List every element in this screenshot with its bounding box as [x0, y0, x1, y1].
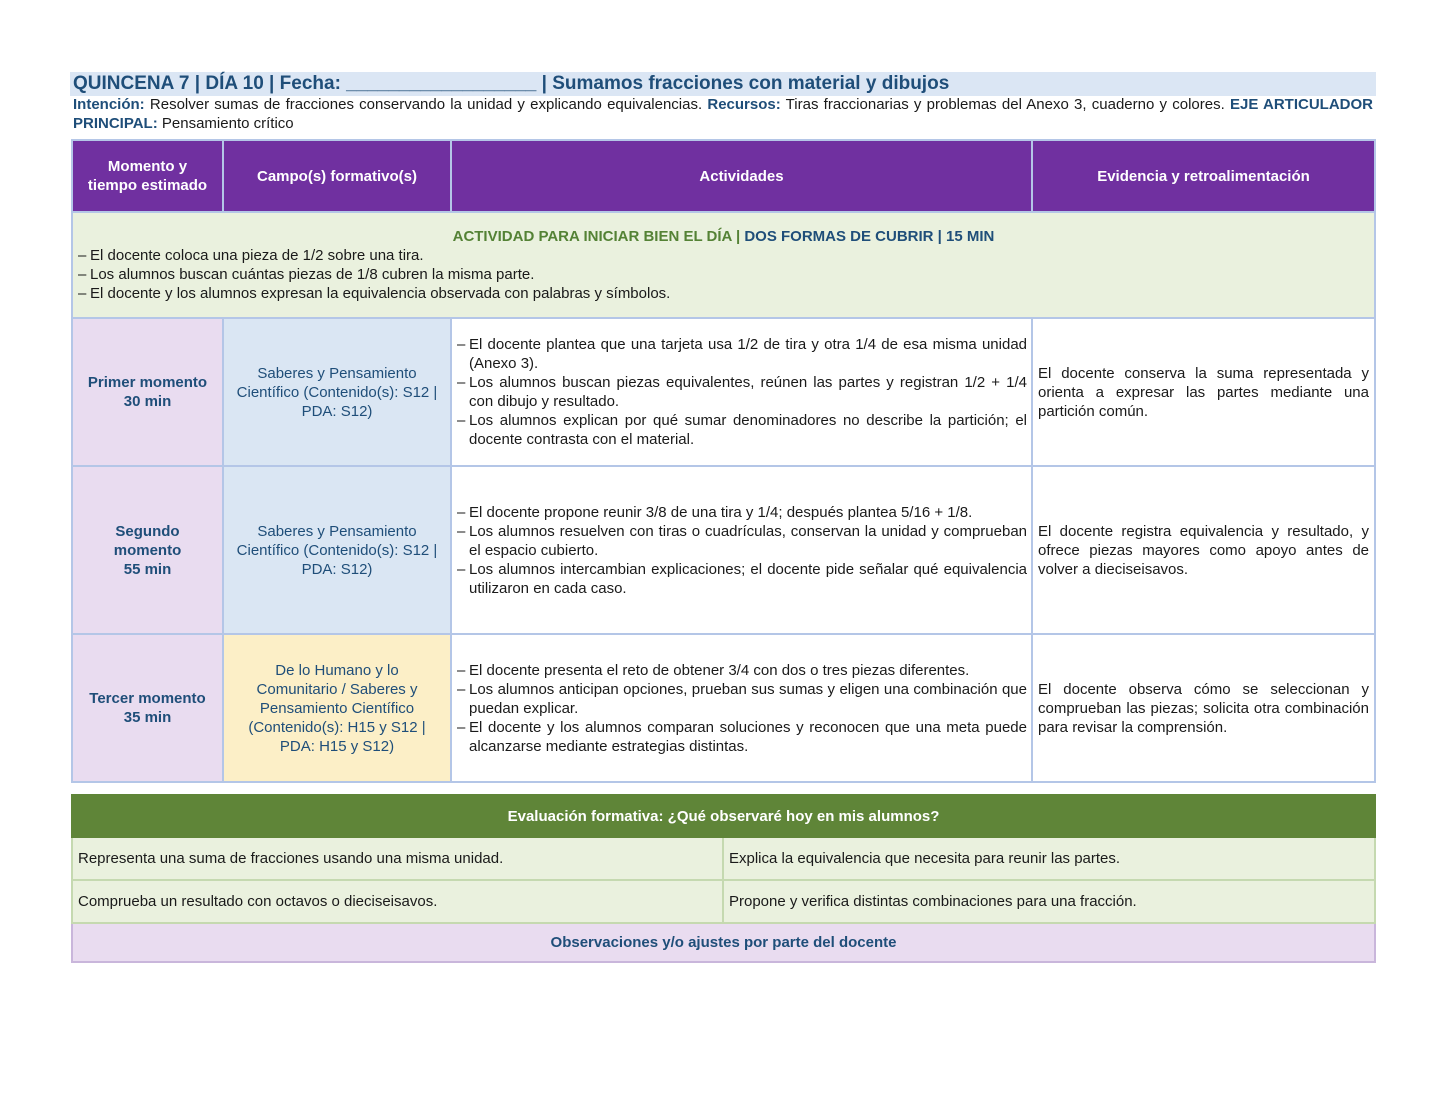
- evaluation-cell: Representa una suma de fracciones usando una misma unidad.: [72, 837, 723, 880]
- evaluation-table: [71, 794, 1376, 963]
- table-row: [72, 837, 1375, 880]
- table-row: [72, 880, 1375, 923]
- list-item: – Los alumnos buscan piezas equivalentes, reúnen las partes y registran 1/2 + 1/4 con dibujo y resultado.: [456, 373, 1027, 411]
- list-item: – El docente plantea que una tarjeta usa 1/2 de tira y otra 1/4 de esa misma unidad (Anexo 3).: [456, 335, 1027, 373]
- list-item: – Los alumnos anticipan opciones, prueban sus sumas y eligen una combinación que puedan explicar.: [456, 680, 1027, 718]
- evaluation-cell: Explica la equivalencia que necesita para reunir las partes.: [723, 837, 1375, 880]
- activities-cell: [451, 466, 1032, 634]
- list-item: – Los alumnos explican por qué sumar denominadores no describe la partición; el docente contrasta con el material.: [456, 411, 1027, 449]
- column-header-activities: Actividades: [451, 140, 1032, 212]
- resources-label: Recursos:: [707, 96, 781, 113]
- moment-cell: [72, 318, 223, 466]
- axis-text: Pensamiento crítico: [157, 115, 294, 132]
- start-activity-row: [72, 212, 1375, 318]
- list-item: – Los alumnos intercambian explicaciones; el docente pide señalar qué equivalencia utilizaron en cada caso.: [456, 560, 1027, 598]
- start-activity-label: ACTIVIDAD PARA INICIAR BIEN EL DÍA |: [452, 228, 745, 245]
- observations-label: Observaciones y/o ajustes por parte del docente: [72, 923, 1375, 962]
- start-activity-cell: [72, 212, 1375, 318]
- moment-time: 55 min: [123, 560, 172, 578]
- evidence-cell: El docente registra equivalencia y resultado, y ofrece piezas mayores como apoyo antes de volver a dieciseisavos.: [1032, 466, 1375, 634]
- planning-table: [71, 139, 1376, 783]
- list-item: – El docente y los alumnos expresan la equivalencia observada con palabras y símbolos.: [77, 284, 1370, 303]
- page-title: QUINCENA 7 | DÍA 10 | Fecha: __________________ | Sumamos fracciones con material y dibujos: [70, 72, 1376, 96]
- resources-text: Tiras fraccionarias y problemas del Anexo 3, cuaderno y colores.: [780, 96, 1230, 113]
- column-header-evidence: Evidencia y retroalimentación: [1032, 140, 1375, 212]
- moment-time: 35 min: [123, 709, 172, 726]
- intent-paragraph: [73, 95, 1373, 133]
- moment-name: Primer momento: [87, 374, 208, 391]
- evaluation-title: Evaluación formativa: ¿Qué observaré hoy en mis alumnos?: [72, 795, 1375, 837]
- activities-cell: [451, 318, 1032, 466]
- table-row: [72, 318, 1375, 466]
- table-header-row: [72, 140, 1375, 212]
- start-activity-name: DOS FORMAS DE CUBRIR | 15 MIN: [744, 228, 995, 245]
- evidence-cell: El docente conserva la suma representada y orienta a expresar las partes mediante una partición común.: [1032, 318, 1375, 466]
- moment-cell: [72, 634, 223, 782]
- moment-time: 30 min: [123, 393, 172, 410]
- moment-name: Tercer momento: [89, 690, 206, 707]
- campo-cell: Saberes y Pensamiento Científico (Contenido(s): S12 | PDA: S12): [223, 318, 451, 466]
- activities-cell: [451, 634, 1032, 782]
- axis-label: EJE ARTICULADOR PRINCIPAL:: [73, 96, 1374, 132]
- list-item: – El docente coloca una pieza de 1/2 sobre una tira.: [77, 246, 1370, 265]
- intent-label: Intención:: [73, 96, 145, 113]
- list-item: – El docente presenta el reto de obtener 3/4 con dos o tres piezas diferentes.: [456, 661, 1027, 680]
- list-item: – El docente propone reunir 3/8 de una tira y 1/4; después plantea 5/16 + 1/8.: [456, 503, 1027, 522]
- evaluation-cell: Propone y verifica distintas combinaciones para una fracción.: [723, 880, 1375, 923]
- list-item: – El docente y los alumnos comparan soluciones y reconocen que una meta puede alcanzarse mediante estrategias distintas.: [456, 718, 1027, 756]
- list-item: – Los alumnos resuelven con tiras o cuadrículas, conservan la unidad y comprueban el espacio cubierto.: [456, 522, 1027, 560]
- observations-row: [72, 923, 1375, 962]
- campo-cell: De lo Humano y lo Comunitario / Saberes y Pensamiento Científico (Contenido(s): H15 y S12 | PDA: H15 y S12): [223, 634, 451, 782]
- intent-text: Resolver sumas de fracciones conservando la unidad y explicando equivalencias.: [144, 96, 708, 113]
- campo-cell: Saberes y Pensamiento Científico (Contenido(s): S12 | PDA: S12): [223, 466, 451, 634]
- table-row: [72, 466, 1375, 634]
- column-header-campo: Campo(s) formativo(s): [223, 140, 451, 212]
- table-row: [72, 634, 1375, 782]
- start-activity-title: [77, 227, 1370, 246]
- evidence-cell: El docente observa cómo se seleccionan y comprueban las piezas; solicita otra combinación para revisar la comprensión.: [1032, 634, 1375, 782]
- list-item: – Los alumnos buscan cuántas piezas de 1/8 cubren la misma parte.: [77, 265, 1370, 284]
- moment-name: Segundo momento: [113, 522, 182, 559]
- evaluation-cell: Comprueba un resultado con octavos o dieciseisavos.: [72, 880, 723, 923]
- moment-cell: [72, 466, 223, 634]
- column-header-moment: Momento y tiempo estimado: [72, 140, 223, 212]
- start-activity-list: [77, 246, 1370, 303]
- evaluation-header-row: [72, 795, 1375, 837]
